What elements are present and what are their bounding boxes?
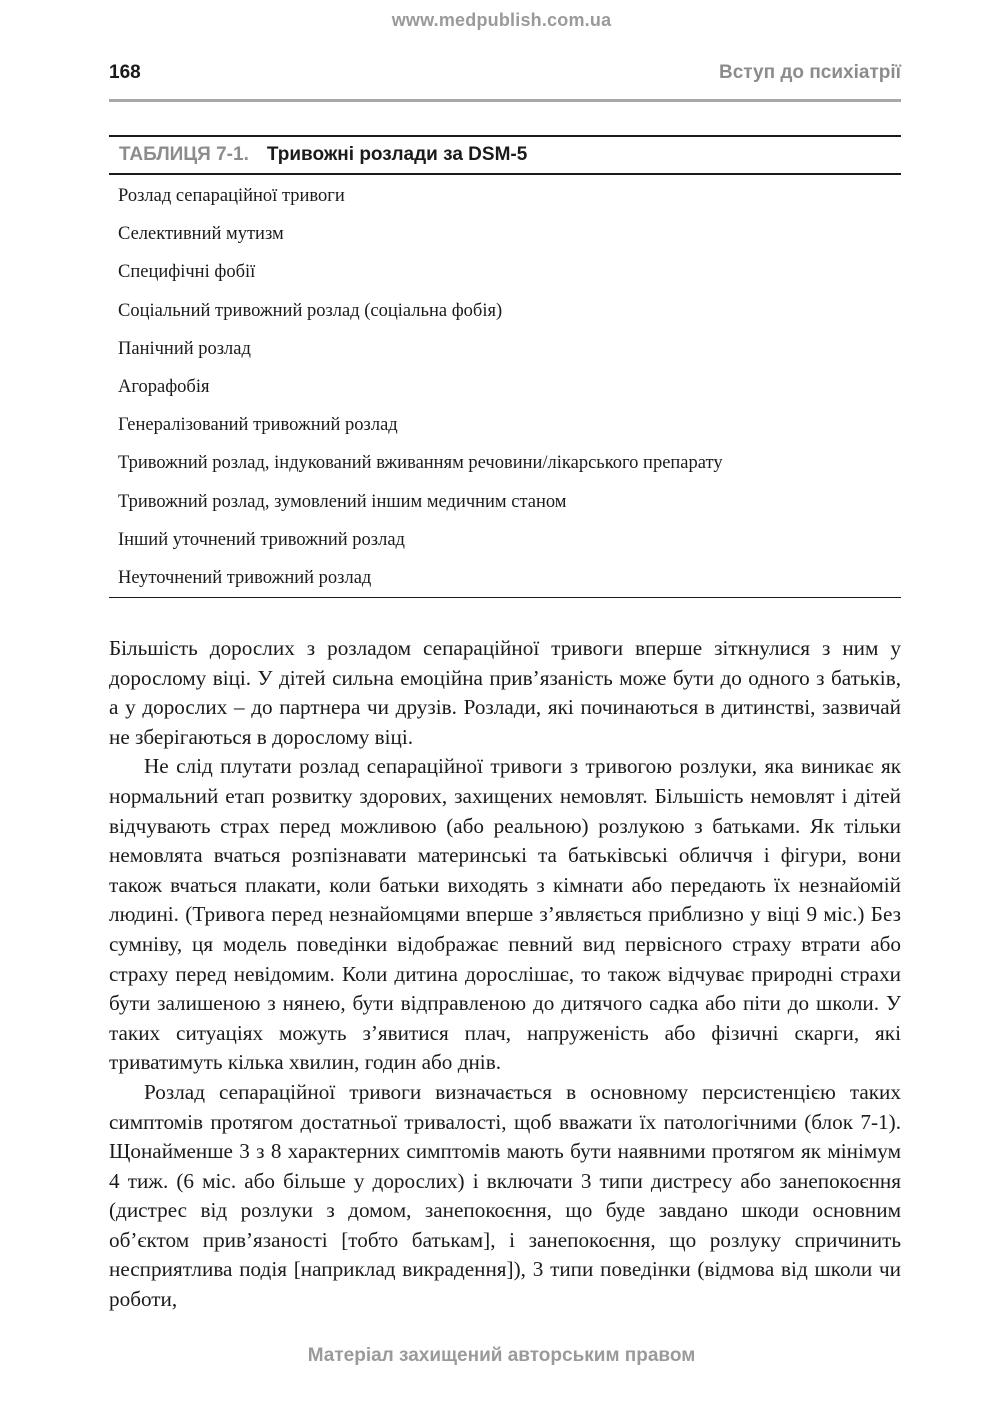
table-title: Тривожні розлади за DSM-5 — [266, 144, 528, 165]
paragraph: Не слід плутати розлад сепараційної тривоги з тривогою розлуки, яка виникає як нормальний етап розвитку здорових, захищених немовлят. Більшість немовлят і дітей відчувають страх перед можливою (або реальною) розлукою з батьками. Як тільки немовлята вчаться розпізнавати материнські та батьківські обличчя і фігури, вони також вчаться плакати, коли батьки виходять з кімнати або передають їх незнайомій людині. (Тривога перед незнайомцями вперше з’являється приблизно у віці 9 міс.) Без сумніву, ця модель поведінки відображає певний вид первісного страху втрати або страху перед невідомим. Коли дитина дорослішає, то також відчуває природні страхи бути залишеною з нянею, бути відправленою до дитячого садка або піти до школи. У таких ситуаціях можуть з’явитися плач, напруженість або фізичні скарги, які триватимуть кілька хвилин, годин або днів. — [109, 754, 901, 1075]
table-row: Агорафобія — [118, 376, 210, 397]
copyright-watermark: Матеріал захищений авторським правом — [307, 1345, 696, 1366]
table-row: Інший уточнений тривожний розлад — [118, 529, 405, 550]
table-row: Генералізований тривожний розлад — [118, 415, 398, 436]
table-row: Неуточнений тривожний розлад — [118, 567, 372, 588]
watermark-top: www.medpublish.com.ua — [391, 10, 612, 30]
page-number: 168 — [109, 62, 141, 83]
table-row: Тривожний розлад, індукований вживанням речовини/лікарського препарату — [118, 453, 723, 474]
body-text — [109, 634, 901, 1315]
table-header-rule — [109, 173, 901, 175]
table-number: ТАБЛИЦЯ 7-1. — [119, 144, 249, 165]
table-row: Селективний мутизм — [118, 224, 284, 245]
table-bottom-rule — [109, 597, 901, 598]
table-rows — [109, 177, 901, 597]
header-divider — [109, 99, 901, 102]
running-head — [109, 62, 901, 90]
book-title: Вступ до психіатрії — [718, 62, 901, 83]
table-7-1 — [109, 135, 901, 598]
table-row: Специфічні фобії — [118, 262, 256, 283]
table-row: Тривожний розлад, зумовлений іншим медичним станом — [118, 491, 567, 512]
paragraph: Більшість дорослих з розладом сепараційної тривоги вперше зіткнулися з ним у дорослому віці. У дітей сильна емоційна прив’язаність може бути до одного з батьків, а у дорослих – до партнера чи друзів. Розлади, які починаються в дитинстві, зазвичай не зберігаються в дорослому віці. — [109, 636, 901, 749]
table-row: Розлад сепараційної тривоги — [118, 186, 345, 206]
table-row: Панічний розлад — [118, 338, 251, 359]
paragraph: Розлад сепараційної тривоги визначається в основному персистенцією таких симптомів протягом достатньої тривалості, щоб вважати їх патологічними (блок 7-1). Щонайменше 3 з 8 характерних симптомів мають бути наявними протягом як мінімум 4 тиж. (6 міс. або більше у дорослих) і включати 3 типи дистресу або занепокоєння (дистрес від розлуки з домом, занепокоєння, що буде завдано шкоди основним об’єктом прив’язаності [тобто батькам], і занепокоєння, що розлуку спричинить несприятлива подія [наприклад викрадення]), 3 типи поведінки (відмова від школи чи роботи, — [109, 1079, 901, 1312]
table-caption — [109, 137, 901, 173]
table-row: Соціальний тривожний розлад (соціальна фобія) — [118, 300, 503, 321]
